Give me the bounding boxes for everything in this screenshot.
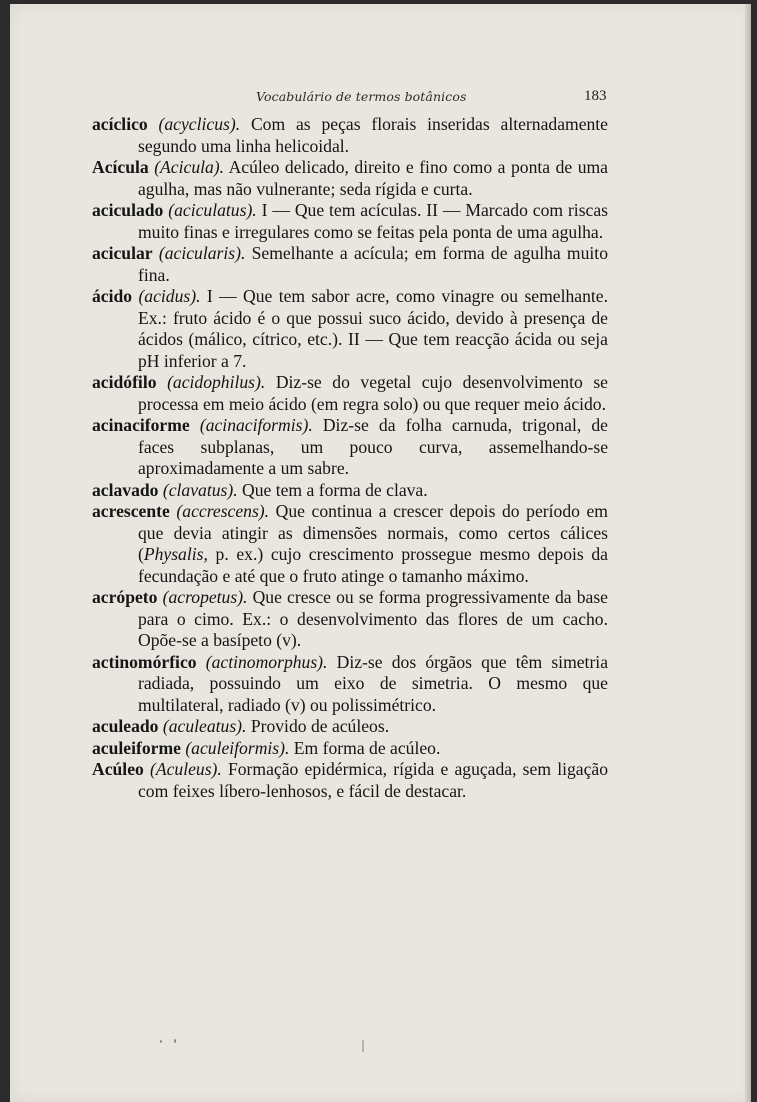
entry-term: acíclico xyxy=(92,114,148,134)
entry-definition: Diz-se dos órgãos que têm simetria radiada, possuindo um eixo de simetria. O mesmo que multilateral, radiado (v) ou polissimétrico. xyxy=(138,651,609,715)
entry-term: aclavado xyxy=(92,479,159,500)
entry-definition: Em forma de acúleo. xyxy=(289,737,441,758)
entry-term: Acícula xyxy=(92,157,149,177)
entry-term: Acúleo xyxy=(92,759,144,779)
entry-latin-name: (acropetus). xyxy=(162,587,248,607)
entry-term: aculeiforme xyxy=(92,737,181,758)
entry-definition: Diz-se da folha carnuda, trigonal, de faces subplanas, um pouco curva, assemelhando-se aproximadamente a um sabre. xyxy=(138,415,608,478)
page-number: 183 xyxy=(584,88,607,104)
entry-definition: I — Que tem sabor acre, como vinagre ou semelhante. Ex.: fruto ácido é o que possui suco ácido, devido à presença de ácidos (málico, cítrico, etc.). II — Que tem reacção ácida ou seja pH inferior a 7. xyxy=(138,286,608,371)
entry-definition-continued: p. ex.) cujo crescimento prossegue mesmo depois da fecundação e até que o fruto atinge o tamanho máximo. xyxy=(138,544,608,586)
entry-definition: Formação epidérmica, rígida e aguçada, sem ligação com feixes líbero-lenhosos, e fácil de destacar. xyxy=(138,759,608,801)
running-title: Vocabulário de termos botânicos xyxy=(256,89,467,104)
entry-term: actinomórfico xyxy=(92,651,197,672)
glossary-entry xyxy=(92,738,608,760)
entry-latin-name: (acidophilus). xyxy=(167,372,266,392)
entry-term: acinaciforme xyxy=(92,415,190,435)
entry-term: acrópeto xyxy=(92,587,158,607)
glossary-entry xyxy=(92,286,608,372)
entry-definition: Que continua a crescer depois do período em que devia atingir as dimensões normais, como certos cálices ( xyxy=(138,501,608,564)
entry-definition: Provido de acúleos. xyxy=(246,716,390,736)
entry-latin-name: (Aculeus). xyxy=(149,759,222,779)
entry-latin-name: (actinomorphus). xyxy=(205,651,328,672)
entry-latin-name: (acyclicus). xyxy=(158,114,241,134)
paper-specks xyxy=(100,1034,160,1064)
paper-mark xyxy=(362,1040,364,1052)
entry-term: acidófilo xyxy=(92,372,157,392)
entry-term: aculeado xyxy=(92,716,159,736)
glossary-entry xyxy=(92,759,608,802)
glossary-entry xyxy=(92,501,608,587)
glossary-entry xyxy=(92,480,608,502)
entry-genus-name: Physalis, xyxy=(143,544,208,564)
entry-latin-name: (accrescens). xyxy=(176,501,270,521)
entry-latin-name: (acidus). xyxy=(138,286,201,306)
entry-definition: Que cresce ou se forma progressivamente da base para o cimo. Ex.: o desenvolvimento das flores de um cacho. Opõe-se a basípeto (v). xyxy=(138,587,608,650)
glossary-entry xyxy=(92,200,608,243)
running-header xyxy=(10,86,751,108)
glossary-entries xyxy=(92,114,608,802)
entry-latin-name: (aciculatus). xyxy=(168,200,257,220)
glossary-entry xyxy=(92,415,608,480)
glossary-entry xyxy=(92,372,608,415)
entry-latin-name: (aculeatus). xyxy=(162,716,247,736)
entry-term: acrescente xyxy=(92,501,170,521)
glossary-entry xyxy=(92,157,608,200)
entry-term: ácido xyxy=(92,286,133,306)
entry-latin-name: (acicularis). xyxy=(158,243,246,263)
entry-latin-name: (clavatus). xyxy=(162,479,238,500)
glossary-entry xyxy=(92,587,608,652)
entry-latin-name: (acinaciformis). xyxy=(199,415,313,435)
glossary-entry xyxy=(92,243,608,286)
entry-term: acicular xyxy=(92,243,153,263)
glossary-entry xyxy=(92,652,608,717)
glossary-entry xyxy=(92,716,608,738)
glossary-entry xyxy=(92,114,608,157)
book-page xyxy=(10,4,751,1102)
entry-latin-name: (aculeiformis). xyxy=(185,737,290,758)
entry-definition: Com as peças florais inseridas alternadamente segundo uma linha helicoidal. xyxy=(138,114,608,156)
entry-definition: Que tem a forma de clava. xyxy=(237,479,428,500)
entry-definition: Acúleo delicado, direito e fino como a ponta de uma agulha, mas não vulnerante; seda rígida e curta. xyxy=(138,157,608,199)
entry-definition: Semelhante a acícula; em forma de agulha muito fina. xyxy=(138,243,608,285)
entry-term: aciculado xyxy=(92,200,164,220)
entry-latin-name: (Acicula). xyxy=(154,157,225,177)
entry-definition: Diz-se do vegetal cujo desenvolvimento se processa em meio ácido (em regra solo) ou que requer meio ácido. xyxy=(138,372,608,414)
entry-definition: I — Que tem acículas. II — Marcado com riscas muito finas e irregulares como se feitas pela ponta de uma agulha. xyxy=(138,200,609,242)
